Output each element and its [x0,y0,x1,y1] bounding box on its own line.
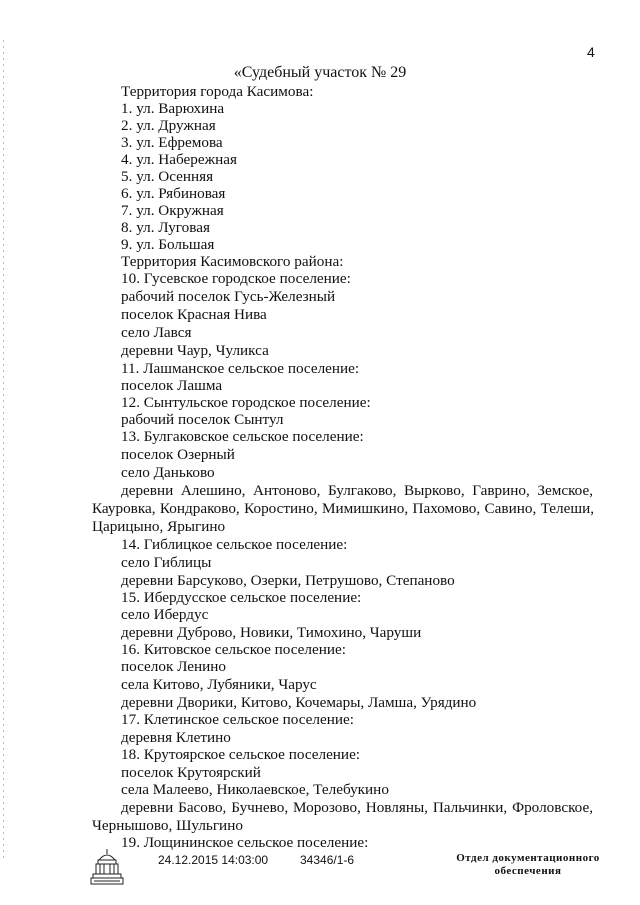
text-line: 16. Китовское сельское поселение: [121,641,346,658]
text-line: 4. ул. Набережная [121,151,237,168]
footer-department-line1: Отдел документационного [456,852,600,864]
text-line: село Лався [121,324,192,341]
footer-department [448,852,608,878]
text-line: село Даньково [121,464,215,481]
text-line: село Ибердус [121,606,209,623]
text-line: 10. Гусевское городское поселение: [121,270,351,287]
text-line: деревни Дуброво, Новики, Тимохино, Чаруши [121,624,422,641]
text-line: деревня Клетино [121,729,231,746]
text-line: 6. ул. Рябиновая [121,185,226,202]
text-line: 13. Булгаковское сельское поселение: [121,428,364,445]
document-title: «Судебный участок № 29 [233,64,407,81]
text-line: 3. ул. Ефремова [121,134,223,151]
text-line: деревни Алешино, Антоново, Булгаково, Вырково, Гаврино, Земское, [121,482,593,499]
text-line: поселок Крутоярский [121,764,261,781]
footer-department-line2: обеспечения [494,865,562,877]
scan-margin-mark [3,40,4,860]
text-line: село Гиблицы [121,554,212,571]
text-line: Чернышово, Шульгино [92,817,243,834]
text-line: деревни Дворики, Китово, Кочемары, Ламша, Урядино [121,694,477,711]
text-line: рабочий поселок Сынтул [121,411,284,428]
text-line: 2. ул. Дружная [121,117,216,134]
text-line: поселок Ленино [121,658,227,675]
page-number: 4 [587,44,595,60]
text-line: поселок Красная Нива [121,306,267,323]
text-line: Территория Касимовского района: [121,253,344,270]
text-line: Кауровка, Кондраково, Коростино, Мимишкино, Пахомово, Савино, Телеши, [92,500,594,517]
footer-datetime: 24.12.2015 14:03:00 [158,853,269,867]
text-line: 11. Лашманское сельское поселение: [121,360,360,377]
text-line: 7. ул. Окружная [121,202,224,219]
text-line: поселок Озерный [121,446,235,463]
text-line: деревни Басово, Бучнево, Морозово, Новляны, Пальчинки, Фроловское, [121,799,593,816]
text-line: 8. ул. Луговая [121,219,210,236]
text-line: деревни Барсуково, Озерки, Петрушово, Степаново [121,572,455,589]
text-line: 19. Лощининское сельское поселение: [121,834,369,851]
text-line: деревни Чаур, Чуликса [121,342,269,359]
text-line: села Малеево, Николаевское, Телебукино [121,781,389,798]
emblem-icon [89,846,125,888]
text-line: 9. ул. Большая [121,236,215,253]
footer-document-number: 34346/1-6 [300,853,355,867]
text-line: 1. ул. Варюхина [121,100,225,117]
text-line: Царицыно, Ярыгино [92,518,226,535]
text-line: 14. Гиблицкое сельское поселение: [121,536,348,553]
text-line: 18. Крутоярское сельское поселение: [121,746,361,763]
text-line: 17. Клетинское сельское поселение: [121,711,354,728]
text-line: 12. Сынтульское городское поселение: [121,394,371,411]
text-line: Территория города Касимова: [121,83,314,100]
text-line: 5. ул. Осенняя [121,168,214,185]
text-line: 15. Ибердусское сельское поселение: [121,589,362,606]
text-line: поселок Лашма [121,377,223,394]
text-line: села Китово, Лубяники, Чарус [121,676,317,693]
text-line: рабочий поселок Гусь-Железный [121,288,336,305]
